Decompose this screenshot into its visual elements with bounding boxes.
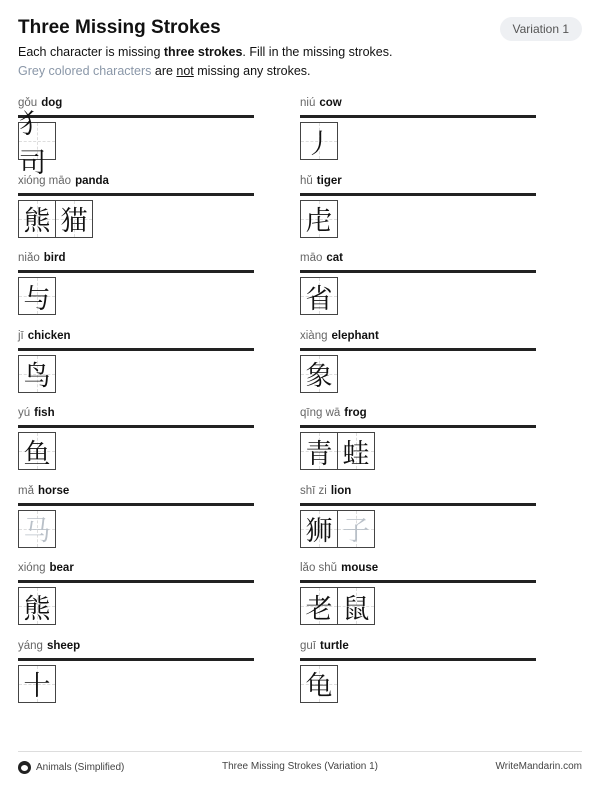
english-word: sheep bbox=[46, 639, 81, 652]
character-boxes bbox=[300, 122, 536, 160]
english-word: bear bbox=[49, 562, 74, 574]
english-word: fish bbox=[34, 407, 55, 419]
character-glyph: 丿 bbox=[305, 128, 333, 160]
character-glyph: 熊 bbox=[23, 206, 51, 237]
character-box[interactable] bbox=[300, 277, 338, 315]
word-label bbox=[18, 251, 254, 265]
character-box[interactable] bbox=[18, 200, 56, 238]
character-boxes bbox=[18, 432, 254, 470]
character-box[interactable] bbox=[338, 587, 375, 625]
footer-center: Three Missing Strokes (Variation 1) bbox=[222, 761, 378, 772]
word-label bbox=[300, 639, 536, 653]
pinyin: hǔ bbox=[300, 174, 313, 187]
grey-note: Grey colored characters bbox=[18, 64, 152, 78]
character-glyph: 象 bbox=[305, 361, 333, 392]
divider-rule bbox=[18, 580, 254, 583]
english-word: panda bbox=[75, 174, 109, 187]
english-word: turtle bbox=[320, 639, 349, 652]
english-word: mouse bbox=[341, 562, 379, 574]
character-boxes bbox=[300, 432, 536, 470]
word-label bbox=[300, 96, 536, 110]
character-box[interactable] bbox=[300, 432, 338, 470]
character-box[interactable] bbox=[56, 200, 93, 238]
page-title: Three Missing Strokes bbox=[18, 17, 221, 38]
word-label bbox=[300, 561, 536, 575]
pinyin: yú bbox=[18, 407, 31, 419]
word-label bbox=[300, 329, 536, 343]
divider-rule bbox=[18, 658, 254, 661]
pinyin: niú bbox=[300, 97, 316, 109]
character-boxes bbox=[300, 510, 536, 548]
word-entry-dog bbox=[18, 96, 254, 179]
variation-badge: Variation 1 bbox=[500, 17, 582, 41]
instruction-line-1 bbox=[18, 45, 392, 59]
english-word: dog bbox=[41, 97, 63, 109]
divider-rule bbox=[18, 503, 254, 506]
character-box[interactable] bbox=[18, 277, 56, 315]
instruction-line-2 bbox=[18, 64, 311, 78]
word-entry-mouse bbox=[300, 561, 536, 639]
character-glyph: 子 bbox=[342, 516, 370, 547]
word-entry-elephant bbox=[300, 329, 536, 407]
character-glyph: 与 bbox=[23, 283, 51, 315]
instruction-text: . Fill in the missing strokes. bbox=[242, 45, 393, 59]
character-glyph: 熊 bbox=[23, 593, 51, 625]
word-label bbox=[18, 639, 254, 653]
english-word: cat bbox=[326, 252, 343, 264]
word-entry-cow bbox=[300, 96, 536, 174]
english-word: cow bbox=[319, 97, 342, 109]
character-boxes bbox=[18, 587, 254, 625]
pinyin: māo bbox=[300, 252, 323, 264]
pinyin: xiàng bbox=[300, 329, 328, 342]
character-glyph: 犭司 bbox=[19, 109, 46, 179]
word-entry-bird bbox=[18, 251, 254, 329]
character-glyph: 猫 bbox=[60, 206, 88, 237]
pinyin: qīng wā bbox=[300, 407, 341, 419]
word-entry-horse bbox=[18, 484, 254, 562]
character-box[interactable] bbox=[18, 109, 56, 179]
divider-rule bbox=[18, 270, 254, 273]
character-box[interactable] bbox=[18, 510, 56, 548]
character-boxes bbox=[18, 109, 254, 179]
character-boxes bbox=[18, 510, 254, 548]
word-entry-chicken bbox=[18, 329, 254, 407]
divider-rule bbox=[300, 503, 536, 506]
word-label bbox=[18, 329, 254, 343]
character-glyph: 鸟 bbox=[23, 361, 51, 392]
pinyin: guī bbox=[300, 639, 316, 652]
character-glyph: 鼠 bbox=[342, 593, 370, 625]
instruction-text: are bbox=[151, 64, 177, 78]
footer-right: WriteMandarin.com bbox=[495, 761, 582, 772]
word-label bbox=[300, 251, 536, 265]
character-glyph: 老 bbox=[305, 593, 333, 625]
word-label bbox=[18, 406, 254, 420]
divider-rule bbox=[300, 348, 536, 351]
english-word: chicken bbox=[27, 329, 71, 342]
word-entry-bear bbox=[18, 561, 254, 639]
character-box[interactable] bbox=[18, 665, 56, 703]
character-glyph: 青 bbox=[305, 438, 333, 470]
divider-rule bbox=[300, 658, 536, 661]
character-glyph: 虍 bbox=[305, 206, 333, 237]
character-glyph: 十 bbox=[23, 671, 51, 702]
character-glyph: 蛙 bbox=[342, 438, 370, 470]
character-boxes bbox=[300, 665, 536, 703]
character-box[interactable] bbox=[300, 200, 338, 238]
left-column bbox=[18, 96, 254, 716]
pinyin: gǒu bbox=[18, 97, 38, 109]
instruction-underline: not bbox=[176, 64, 194, 78]
character-box[interactable] bbox=[18, 432, 56, 470]
word-entry-lion bbox=[300, 484, 536, 562]
divider-rule bbox=[18, 348, 254, 351]
right-column bbox=[300, 96, 536, 716]
character-box[interactable] bbox=[18, 587, 56, 625]
word-label bbox=[18, 484, 254, 498]
character-box[interactable] bbox=[300, 665, 338, 703]
character-boxes bbox=[300, 277, 536, 315]
word-label bbox=[18, 561, 254, 575]
character-box[interactable] bbox=[300, 355, 338, 393]
character-box[interactable] bbox=[300, 122, 338, 160]
pinyin: lǎo shǔ bbox=[300, 562, 338, 574]
pinyin: xióng bbox=[18, 562, 46, 574]
divider-rule bbox=[18, 193, 254, 196]
word-label bbox=[300, 406, 536, 420]
word-entry-turtle bbox=[300, 639, 536, 717]
pinyin: shī zi bbox=[300, 484, 327, 497]
word-entry-frog bbox=[300, 406, 536, 484]
word-entry-cat bbox=[300, 251, 536, 329]
character-glyph: 龟 bbox=[305, 671, 333, 702]
character-boxes bbox=[18, 277, 254, 315]
word-label bbox=[300, 484, 536, 498]
word-entry-tiger bbox=[300, 174, 536, 252]
pinyin: niǎo bbox=[18, 252, 40, 264]
word-entry-sheep bbox=[18, 639, 254, 717]
character-glyph: 省 bbox=[305, 283, 333, 315]
character-box[interactable] bbox=[300, 510, 338, 548]
pinyin: yáng bbox=[18, 639, 43, 652]
footer-category: Animals (Simplified) bbox=[36, 762, 125, 773]
pinyin: mǎ bbox=[18, 484, 34, 497]
character-boxes bbox=[18, 200, 254, 238]
instruction-text: Each character is missing bbox=[18, 45, 164, 59]
word-entry-fish bbox=[18, 406, 254, 484]
character-glyph: 狮 bbox=[305, 516, 333, 547]
divider-rule bbox=[300, 193, 536, 196]
character-box[interactable] bbox=[18, 355, 56, 393]
word-entry-panda bbox=[18, 174, 254, 252]
english-word: lion bbox=[330, 484, 352, 497]
character-box[interactable] bbox=[300, 587, 338, 625]
pinyin: xióng māo bbox=[18, 174, 72, 187]
character-glyph: 马 bbox=[23, 516, 51, 547]
character-boxes bbox=[18, 665, 254, 703]
english-word: tiger bbox=[316, 174, 342, 187]
divider-rule bbox=[18, 425, 254, 428]
divider-rule bbox=[300, 425, 536, 428]
character-glyph: 鱼 bbox=[23, 438, 51, 470]
divider-rule bbox=[300, 115, 536, 118]
english-word: horse bbox=[37, 484, 70, 497]
character-boxes bbox=[300, 200, 536, 238]
english-word: elephant bbox=[331, 329, 379, 342]
character-boxes bbox=[18, 355, 254, 393]
word-label bbox=[300, 174, 536, 188]
character-box[interactable] bbox=[338, 510, 375, 548]
divider-rule bbox=[300, 580, 536, 583]
instruction-text: missing any strokes. bbox=[193, 64, 311, 78]
english-word: bird bbox=[43, 252, 66, 264]
character-boxes bbox=[300, 355, 536, 393]
character-box[interactable] bbox=[338, 432, 375, 470]
english-word: frog bbox=[344, 407, 367, 419]
character-boxes bbox=[300, 587, 536, 625]
footer-divider bbox=[18, 751, 582, 752]
pinyin: jī bbox=[18, 329, 24, 342]
divider-rule bbox=[300, 270, 536, 273]
instruction-bold: three strokes bbox=[163, 45, 243, 59]
